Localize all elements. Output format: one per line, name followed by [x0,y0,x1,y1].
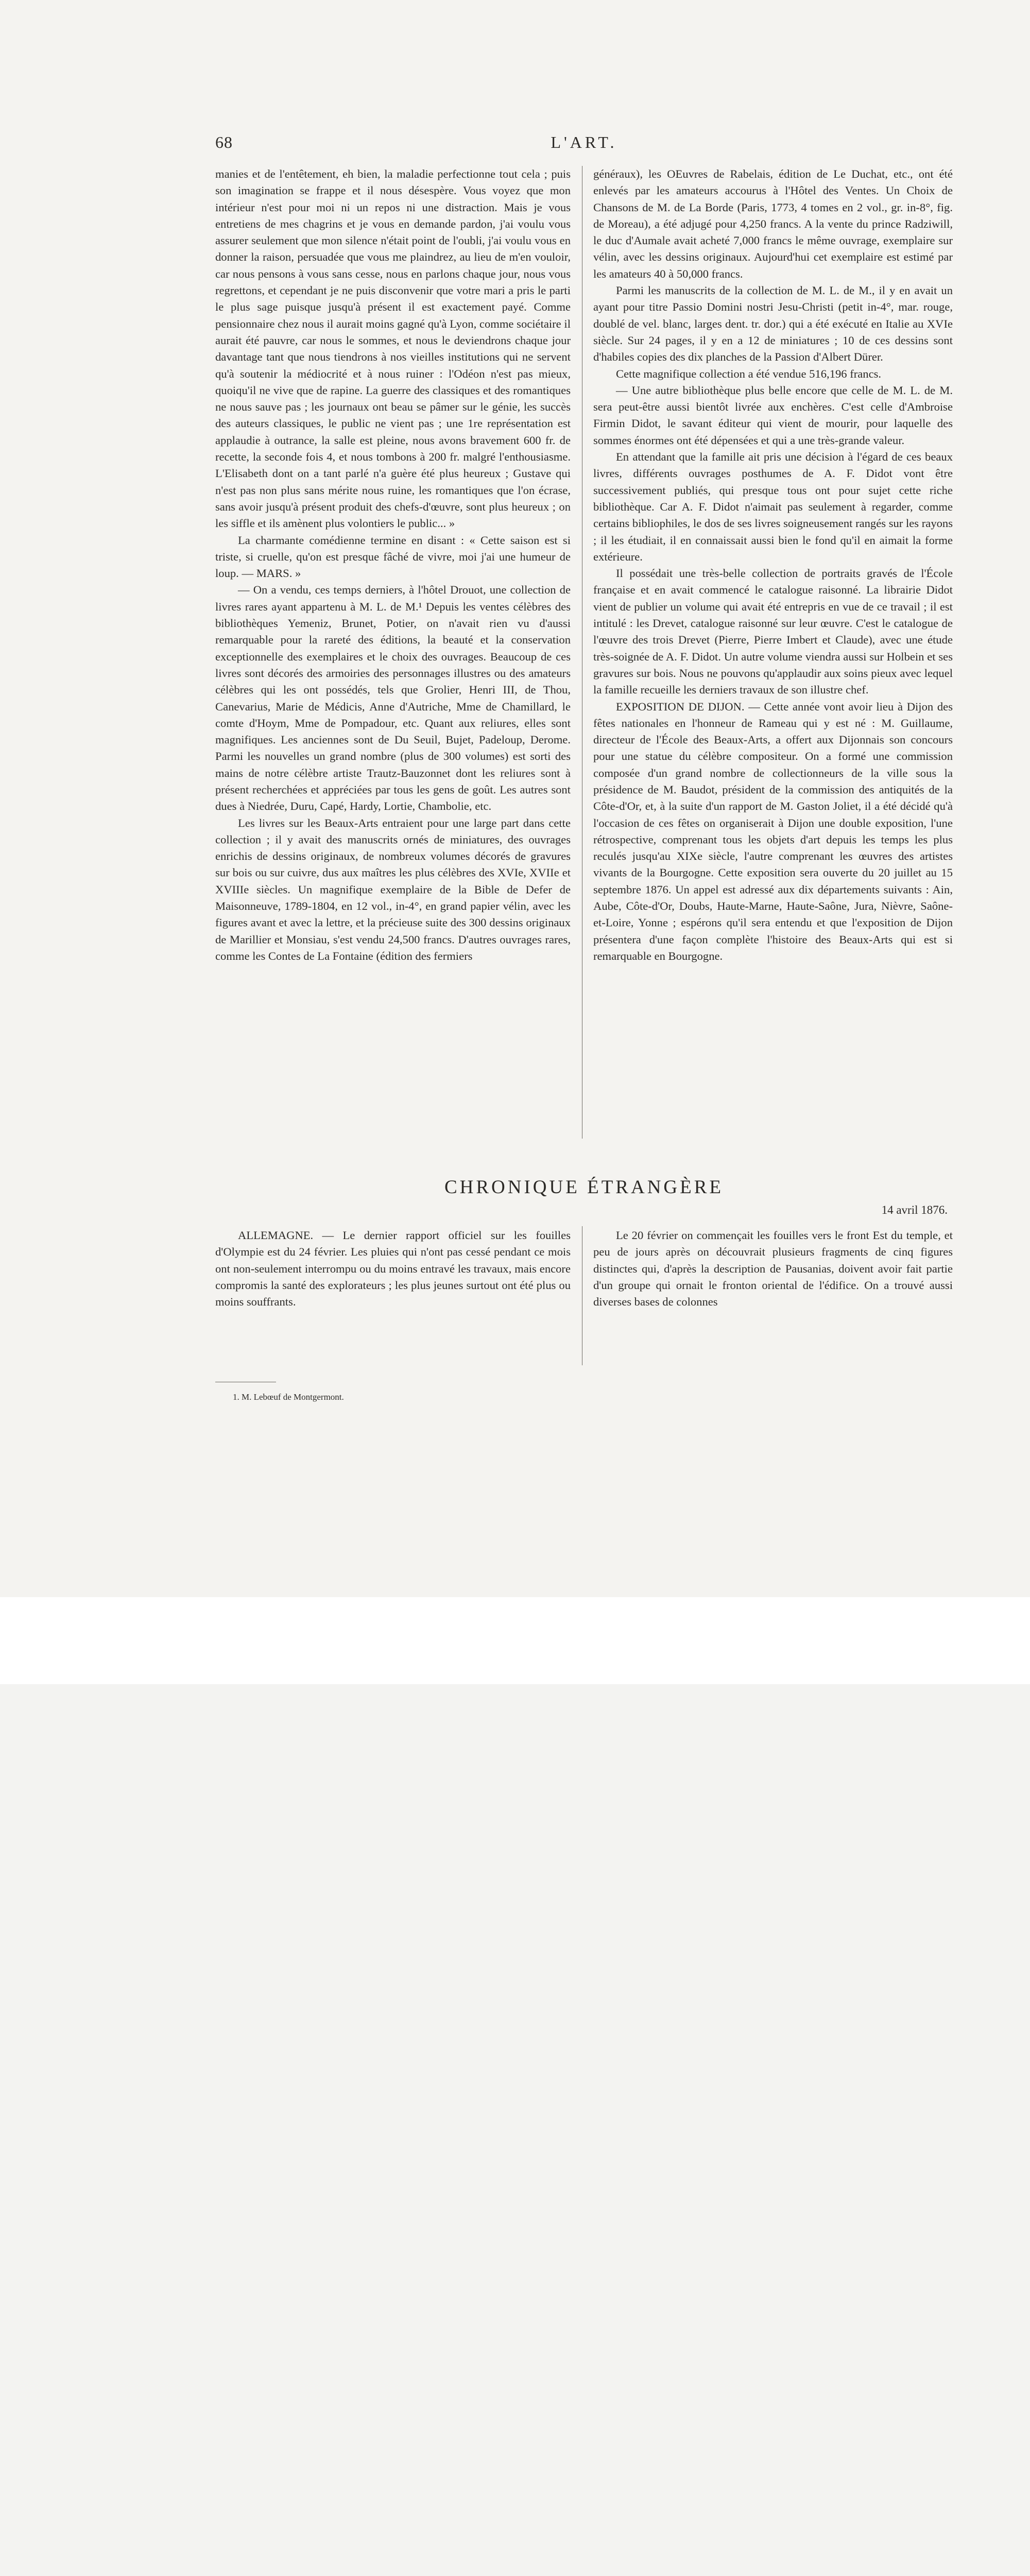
paragraph: manies et de l'entêtement, eh bien, la maladie perfectionne tout cela ; puis son imagination se frappe et il nous désespère. Vous voyez que mon intérieur n'est pour moi ni un repos ni une distraction. Mais je vous entretiens de mes chagrins et je vous en demande pardon, j'ai voulu vous assurer seulement que mon silence n'était point de l'oubli, j'ai voulu vous en donner la raison, persuadée que vous me plaindrez, au lieu de m'en vouloir, car nous pensons à vous sans cesse, nous en parlons chaque jour, nous vous regrettons, et cependant je ne puis disconvenir que votre mari a pris le parti le plus sage puisque jusqu'à présent il est exactement payé. Comme pensionnaire chez nous il aurait moins gagné qu'à Lyon, comme sociétaire il aurait été pauvre, car nous le sommes, et nous le deviendrons chaque jour davantage tant que nous tiendrons à nos vieilles institutions qui ne servent qu'à soutenir la médiocrité et à nous ruiner : l'Odéon n'est pas mieux, quoiqu'il ne vive que de rapine. La guerre des classiques et des romantiques ne nous sauve pas ; les journaux ont beau se pâmer sur le génie, les succès des auteurs classiques, le public ne vient pas ; une 1re représentation est applaudie à outrance, la salle est pleine, nous avons bravement 600 fr. de recette, la seconde fois 4, et nous tombons à 200 fr. malgré l'enthousiasme. L'Elisabeth dont on a tant parlé n'a guère été plus heureux ; Gustave qui n'est pas non plus sans mérite nous ruine, les romantiques que l'on écrase, sans avoir jusqu'à présent produit des chefs-d'œuvre, sont plus heureux ; on les siffle et ils amènent plus volontiers le public... » [215,167,571,530]
right-column [593,166,953,964]
paragraph: généraux), les OEuvres de Rabelais, édition de Le Duchat, etc., ont été enlevés par les amateurs accourus à l'Hôtel des Ventes. Un Choix de Chansons de M. de La Borde (Paris, 1773, 4 tomes en 2 vol., gr. in-8°, fig. de Moreau), a été adjugé pour 4,250 francs. A la vente du prince Radziwill, le duc d'Aumale avait acheté 7,000 francs le même ouvrage, exemplaire sur vélin, avec les dessins originaux. Aujourd'hui cet exemplaire est estimé par les amateurs 40 à 50,000 francs. [593,167,953,280]
paragraph: EXPOSITION DE DIJON. — Cette année vont avoir lieu à Dijon des fêtes nationales en l'honneur de Rameau qui y est né : M. Guillaume, directeur de l'École des Beaux-Arts, a offert aux Dijonnais son concours pour une statue du célèbre compositeur. On a formé une commission composée d'un grand nombre de collectionneurs de la ville sous la présidence de M. Baudot, président de la commission des antiquités de la Côte-d'Or, et, à la suite d'un rapport de M. Gaston Joliet, il a été décidé qu'à l'occasion de ces fêtes on organiserait à Dijon une double exposition, l'une rétrospective, comprenant tous les objets d'art depuis les temps les plus reculés jusqu'au XIXe siècle, l'autre comprenant les œuvres des artistes vivants de la Bourgogne. Cette exposition sera ouverte du 20 juillet au 15 septembre 1876. Un appel est adressé aux dix départements suivants : Ain, Aube, Côte-d'Or, Doubs, Haute-Marne, Haute-Saône, Jura, Nièvre, Saône-et-Loire, Yonne ; espérons qu'il sera entendu et que l'exposition de Dijon présentera d'une façon complète l'histoire des Beaux-Arts qui est si remarquable en Bourgogne. [593,700,953,962]
paragraph: Il possédait une très-belle collection de portraits gravés de l'École française et en avait commencé le catalogue raisonné. La librairie Didot vient de publier un volume qui avait été entrepris en vue de ce travail ; il est intitulé : les Drevet, catalogue raisonné sur leur œuvre. C'est le catalogue de l'œuvre des trois Drevet (Pierre, Pierre Imbert et Claude), avec une étude très-soignée de A. F. Didot. Un autre volume viendra aussi sur Holbein et ses gravures sur bois. Nous ne pouvons qu'applaudir aux soins pieux avec lequel la famille recueille les derniers travaux de son illustre chef. [593,567,953,697]
paragraph: Cette magnifique collection a été vendue 516,196 francs. [616,367,882,380]
digitization-footer [0,1597,1030,1684]
paragraph: — On a vendu, ces temps derniers, à l'hôtel Drouot, une collection de livres rares ayant appartenu à M. L. de M.¹ Depuis les ventes célèbres des bibliothèques Yemeniz, Brunet, Potier, on n'avait rien vu d'aussi remarquable pour la rareté des éditions, la beauté et la conservation exceptionnelle des exemplaires et le choix des ouvrages. Beaucoup de ces livres sont décorés des armoiries des personnages illustres ou des amateurs célèbres qui les ont possédés, tels que Grolier, Henri III, de Thou, Canevarius, Marie de Médicis, Anne d'Autriche, Mme de Chamillard, le comte d'Hoym, Mme de Pompadour, etc. Quant aux reliures, elles sont magnifiques. Les anciennes sont de Du Seuil, Bujet, Padeloup, Derome. Parmi les nouvelles un grand nombre (plus de 300 volumes) est sorti des mains de notre célèbre artiste Trautz-Bauzonnet dont les reliures sont à présent recherchées et appréciées par tous les gens de goût. Les autres sont dues à Niedrée, Duru, Capé, Hardy, Lortie, Chambolie, etc. [215,583,571,813]
paragraph: ALLEMAGNE. — Le dernier rapport officiel sur les fouilles d'Olympie est du 24 février. Les pluies qui n'ont pas cessé pendant ce mois ont non-seulement interrompu ou du moins entravé les travaux, mais encore compromis la santé des explorateurs ; les plus jeunes surtout ont été plus ou moins souffrants. [215,1229,571,1309]
paragraph: — Une autre bibliothèque plus belle encore que celle de M. L. de M. sera peut-être aussi bientôt livrée aux enchères. C'est celle d'Ambroise Firmin Didot, le savant éditeur qui vient de mourir, pour laquelle des sommes énormes ont été dépensées et qui a une très-grande valeur. [593,383,953,447]
left-column [215,166,571,964]
paragraph: Les livres sur les Beaux-Arts entraient pour une large part dans cette collection ; il y avait des manuscrits ornés de miniatures, des ouvrages enrichis de dessins originaux, de nombreux volumes décorés de gravures sur bois ou sur cuivre, dus aux maîtres les plus célèbres des XVIe, XVIIe et XVIIIe siècles. Un magnifique exemplaire de la Bible de Defer de Maisonneuve, 1789-1804, en 12 vol., in-4°, en grand papier vélin, avec les figures avant et avec la lettre, et la précieuse suite des 300 dessins originaux de Marillier et Monsiau, s'est vendu 24,500 francs. D'autres ouvrages rares, comme les Contes de La Fontaine (édition des fermiers [215,816,571,962]
page-number: 68 [215,133,233,151]
section-date: 14 avril 1876. [881,1204,948,1216]
paragraph: La charmante comédienne termine en disant : « Cette saison est si triste, si cruelle, qu'on est presque fâché de vivre, moi j'ai une humeur de loup. — MARS. » [215,533,571,580]
running-title: L'ART. [551,133,617,151]
section-left-column [215,1227,571,1310]
page-header [215,133,953,159]
paragraph: Parmi les manuscrits de la collection de M. L. de M., il y en avait un ayant pour titre Passio Domini nostri Jesu-Christi (petit in-4°, mar. rouge, doublé de vel. blanc, larges dent. tr. dor.) qui a été exécuté en Italie au XVIe siècle. Sur 24 pages, il y en a 12 de miniatures ; 10 de ces dessins sont d'habiles copies des dix planches de la Passion d'Albert Dürer. [593,284,953,364]
footnote: 1. M. Lebœuf de Montgermont. [233,1392,344,1402]
section-right-column [593,1227,953,1310]
paragraph: Le 20 février on commençait les fouilles vers le front Est du temple, et peu de jours après on découvrait plusieurs fragments de cinq figures distinctes qui, d'après la description de Pausanias, doivent avoir fait partie d'un groupe qui ornait le fronton oriental de l'édifice. On a trouvé aussi diverses bases de colonnes [593,1229,953,1309]
section-title: CHRONIQUE ÉTRANGÈRE [444,1177,724,1198]
paragraph: En attendant que la famille ait pris une décision à l'égard de ces beaux livres, différents ouvrages posthumes de A. F. Didot vont être successivement publiés, qui presque tous ont pour sujet cette riche bibliothèque. Car A. F. Didot n'aimait pas seulement à regarder, comme certains bibliophiles, le dos de ses livres soigneusement rangés sur les rayons ; il les étudiait, il en connaissait aussi bien le fond qu'il en aimait la forme extérieure. [593,450,953,563]
